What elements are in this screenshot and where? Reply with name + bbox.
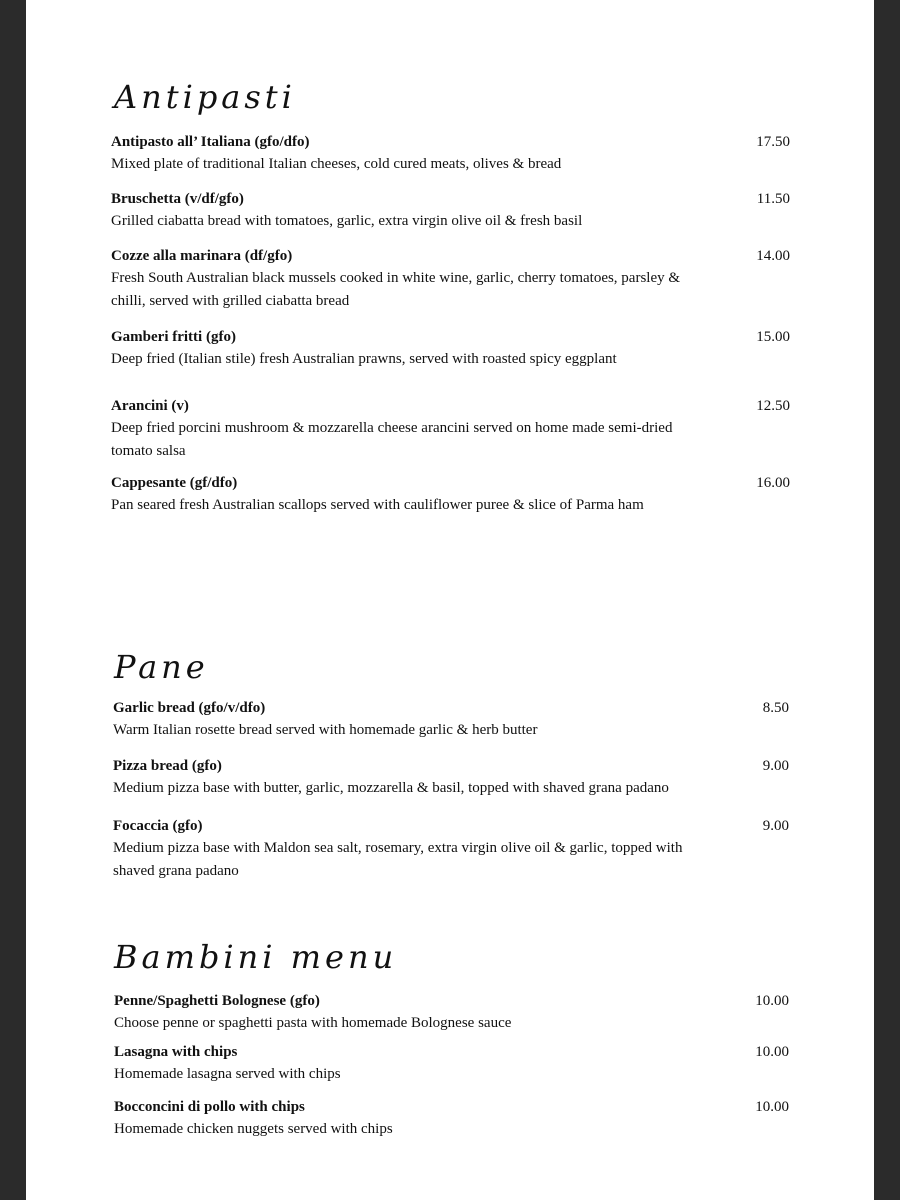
menu-item: [111, 395, 711, 462]
item-description: Medium pizza base with Maldon sea salt, rosemary, extra virgin olive oil & garlic, topped with shaved grana padano: [113, 840, 683, 879]
section-title-antipasti: Antipasti: [114, 78, 296, 116]
item-name: Cozze alla marinara (df/gfo): [111, 248, 293, 264]
item-description: Mixed plate of traditional Italian cheeses, cold cured meats, olives & bread: [111, 156, 562, 172]
menu-page: [26, 0, 874, 1200]
item-name: Gamberi fritti (gfo): [111, 329, 236, 345]
item-description: Homemade lasagna served with chips: [114, 1066, 341, 1082]
item-price: 12.50: [756, 398, 790, 414]
item-name: Penne/Spaghetti Bolognese (gfo): [114, 993, 320, 1009]
item-price: 9.00: [762, 818, 789, 834]
item-description: Pan seared fresh Australian scallops served with cauliflower puree & slice of Parma ham: [111, 497, 644, 513]
item-description: Deep fried porcini mushroom & mozzarella cheese arancini served on home made semi-dried tomato salsa: [111, 420, 673, 459]
item-price: 10.00: [755, 1099, 789, 1115]
item-name: Bruschetta (v/df/gfo): [111, 191, 244, 207]
item-name: Bocconcini di pollo with chips: [114, 1099, 305, 1115]
menu-item: [113, 697, 713, 742]
item-price: 14.00: [756, 248, 790, 264]
item-price: 15.00: [756, 329, 790, 345]
item-description: Medium pizza base with butter, garlic, mozzarella & basil, topped with shaved grana padano: [113, 780, 669, 796]
item-description: Grilled ciabatta bread with tomatoes, garlic, extra virgin olive oil & fresh basil: [111, 213, 583, 229]
item-name: Lasagna with chips: [114, 1044, 238, 1060]
item-description: Deep fried (Italian stile) fresh Australian prawns, served with roasted spicy eggplant: [111, 351, 617, 367]
menu-item: [114, 1096, 714, 1141]
item-name: Pizza bread (gfo): [113, 758, 222, 774]
menu-item: [111, 326, 711, 371]
menu-item: [111, 472, 711, 517]
item-name: Antipasto all’ Italiana (gfo/dfo): [111, 134, 310, 150]
item-description: Homemade chicken nuggets served with chips: [114, 1121, 393, 1137]
item-price: 10.00: [755, 993, 789, 1009]
item-name: Focaccia (gfo): [113, 818, 203, 834]
item-name: Arancini (v): [111, 398, 189, 414]
item-description: Fresh South Australian black mussels cooked in white wine, garlic, cherry tomatoes, parsley & chilli, served with grilled ciabatta bread: [111, 270, 681, 309]
item-description: Warm Italian rosette bread served with homemade garlic & herb butter: [113, 722, 538, 738]
menu-item: [111, 188, 711, 233]
item-price: 11.50: [756, 191, 790, 207]
menu-item: [113, 815, 713, 882]
item-price: 9.00: [762, 758, 789, 774]
item-price: 10.00: [755, 1044, 789, 1060]
menu-item: [113, 755, 713, 800]
menu-item: [111, 131, 711, 176]
section-title-bambini-menu: Bambini menu: [114, 938, 398, 976]
menu-item: [114, 1041, 714, 1086]
item-description: Choose penne or spaghetti pasta with homemade Bolognese sauce: [114, 1015, 512, 1031]
item-name: Garlic bread (gfo/v/dfo): [113, 700, 266, 716]
item-name: Cappesante (gf/dfo): [111, 475, 238, 491]
menu-item: [111, 245, 711, 312]
item-price: 17.50: [756, 134, 790, 150]
item-price: 16.00: [756, 475, 790, 491]
menu-item: [114, 990, 714, 1035]
section-title-pane: Pane: [114, 648, 209, 686]
item-price: 8.50: [762, 700, 789, 716]
